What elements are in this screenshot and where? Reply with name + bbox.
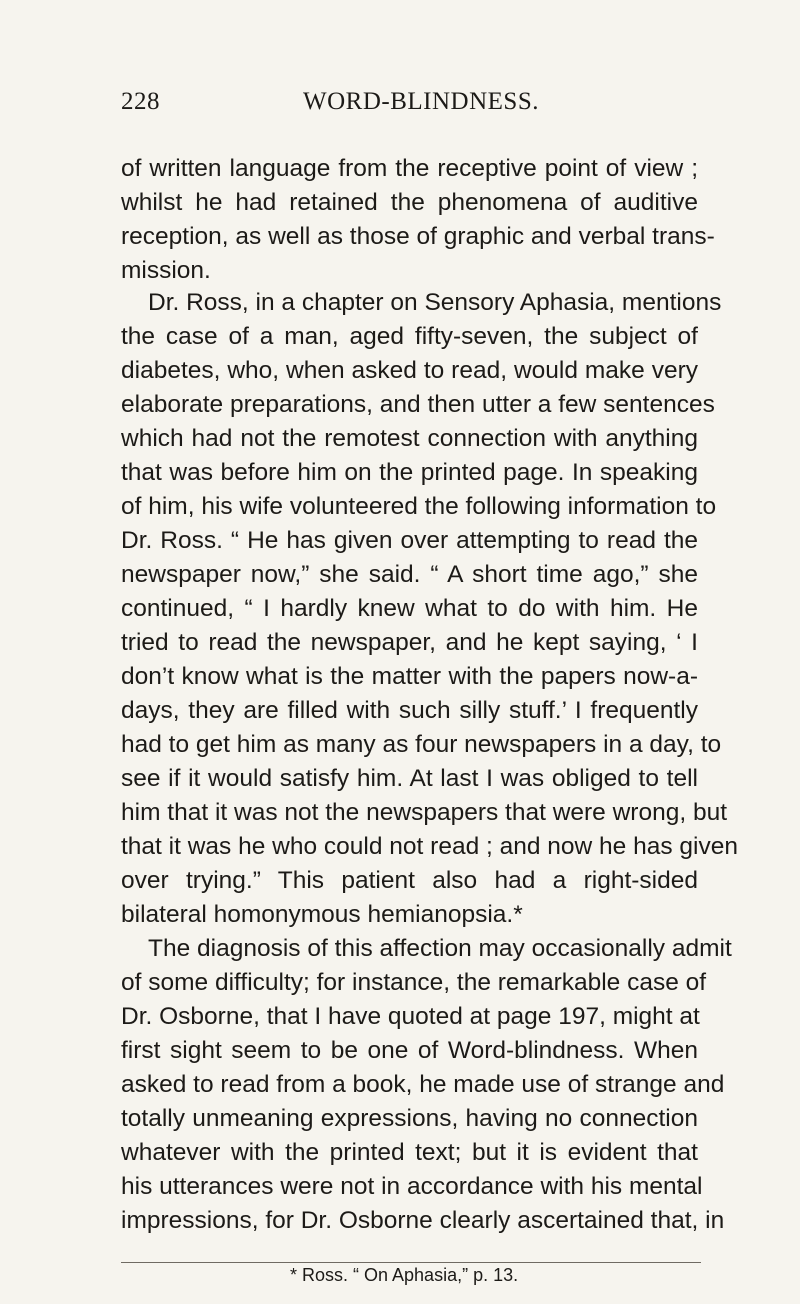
- text-line: Dr. Ross. “ He has given over attempting to read the: [121, 527, 698, 554]
- text-line: impressions, for Dr. Osborne clearly ascertained that, in: [121, 1207, 725, 1234]
- text-line: see if it would satisfy him. At last I was obliged to tell: [121, 765, 698, 792]
- running-title: WORD-BLINDNESS.: [303, 88, 539, 115]
- page-number: 228: [121, 88, 160, 115]
- text-line: reception, as well as those of graphic and verbal trans-: [121, 223, 715, 250]
- footnote-rule: [121, 1262, 701, 1263]
- text-line: newspaper now,” she said. “ A short time ago,” she: [121, 561, 698, 588]
- text-line: bilateral homonymous hemianopsia.*: [121, 901, 523, 928]
- text-line: that was before him on the printed page. In speaking: [121, 459, 698, 486]
- text-line: that it was he who could not read ; and now he has given: [121, 833, 738, 860]
- text-line: his utterances were not in accordance with his mental: [121, 1173, 703, 1200]
- text-line: asked to read from a book, he made use of strange and: [121, 1071, 725, 1098]
- text-line: totally unmeaning expressions, having no connection: [121, 1105, 698, 1132]
- text-line: Dr. Osborne, that I have quoted at page 197, might at: [121, 1003, 700, 1030]
- text-line: continued, “ I hardly knew what to do with him. He: [121, 595, 698, 622]
- text-line: tried to read the newspaper, and he kept saying, ‘ I: [121, 629, 698, 656]
- text-line: mission.: [121, 257, 211, 284]
- text-line: whilst he had retained the phenomena of auditive: [121, 189, 698, 216]
- text-line: elaborate preparations, and then utter a few sentences: [121, 391, 715, 418]
- text-line: over trying.” This patient also had a right-sided: [121, 867, 698, 894]
- text-line: had to get him as many as four newspapers in a day, to: [121, 731, 722, 758]
- text-line: of some difficulty; for instance, the remarkable case of: [121, 969, 707, 996]
- text-line: whatever with the printed text; but it is evident that: [121, 1139, 698, 1166]
- text-line: the case of a man, aged fifty-seven, the subject of: [121, 323, 698, 350]
- text-line: diabetes, who, when asked to read, would make very: [121, 357, 698, 384]
- text-line: of written language from the receptive point of view ;: [121, 155, 698, 182]
- footnote: * Ross. “ On Aphasia,” p. 13.: [290, 1265, 519, 1285]
- text-line: him that it was not the newspapers that were wrong, but: [121, 799, 728, 826]
- text-line: don’t know what is the matter with the papers now-a-: [121, 663, 698, 690]
- text-line: which had not the remotest connection with anything: [121, 425, 698, 452]
- text-line: of him, his wife volunteered the following information to: [121, 493, 717, 520]
- text-line: days, they are filled with such silly stuff.’ I frequently: [121, 697, 698, 724]
- text-line: Dr. Ross, in a chapter on Sensory Aphasia, mentions: [148, 289, 722, 316]
- text-line: first sight seem to be one of Word-blindness. When: [121, 1037, 698, 1064]
- running-head: [121, 88, 701, 122]
- text-line: The diagnosis of this affection may occasionally admit: [148, 935, 732, 962]
